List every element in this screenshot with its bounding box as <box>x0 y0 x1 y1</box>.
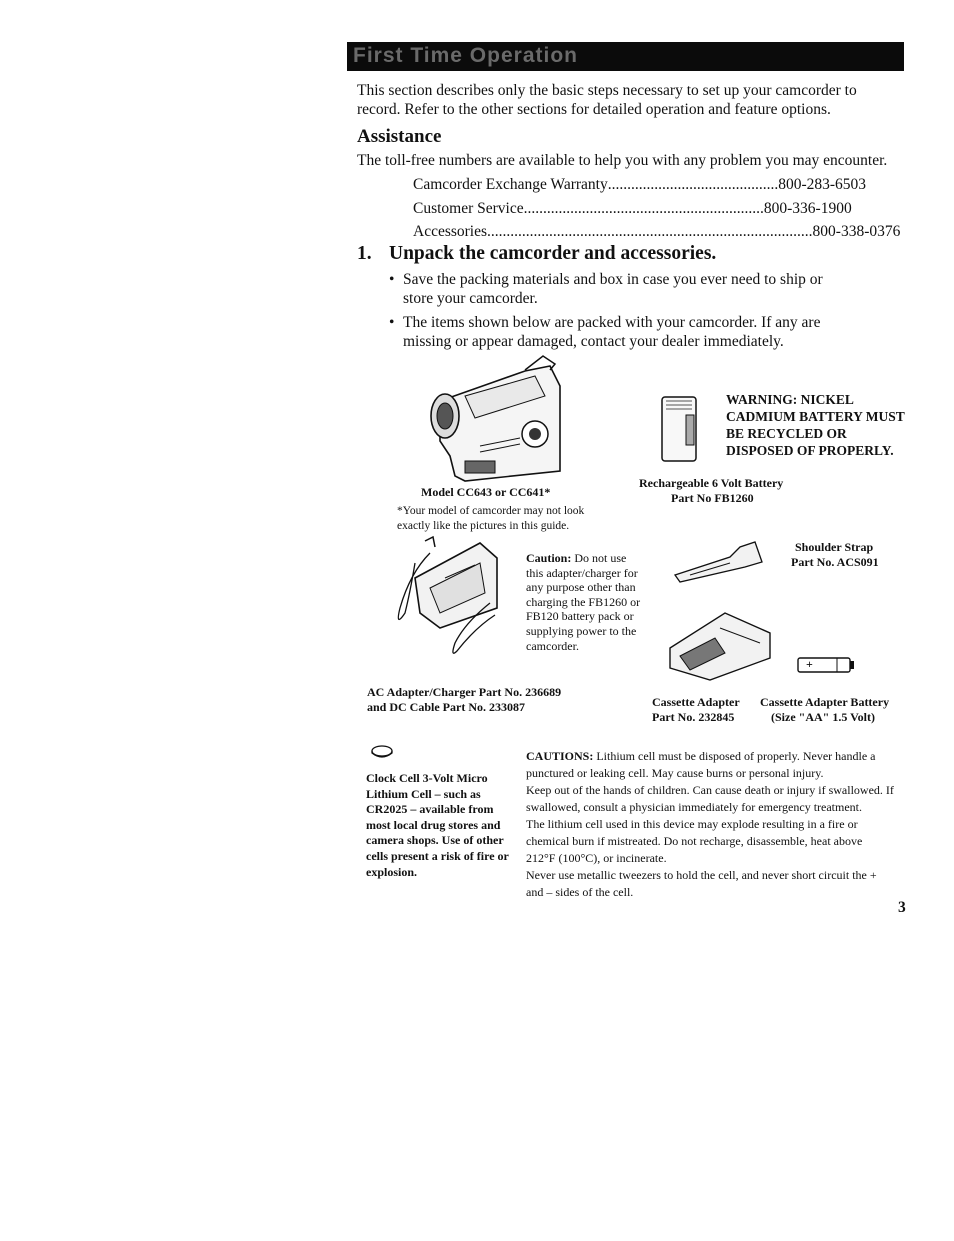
camcorder-note: *Your model of camcorder may not look exactly like the pictures in this guide. <box>397 505 585 532</box>
camcorder-caption: Model CC643 or CC641* <box>421 485 551 499</box>
step-number: 1. <box>357 243 372 264</box>
caution-line: CAUTIONS: Lithium cell must be disposed of properly. Never handle a punctured or leaking cell. May cause burns or personal injury. <box>526 749 876 780</box>
bullet-item: • The items shown below are packed with your camcorder. If any are missing or appear damaged, contact your dealer immediately. <box>389 314 821 350</box>
battery-caption-line1: Rechargeable 6 Volt Battery <box>639 476 784 490</box>
phone-label: Accessories <box>413 223 488 240</box>
adapter-caption-line2: and DC Cable Part No. 233087 <box>367 700 525 714</box>
shoulder-strap-illustration <box>670 537 765 587</box>
caution-line: Keep out of the hands of children. Can cause death or injury if swallowed. If swallowed, consult a physician immediately for emergency treatment. <box>526 783 894 814</box>
phone-label: Customer Service <box>413 200 524 217</box>
clock-cell-illustration <box>371 745 393 759</box>
cassette-adapter-caption-line1: Cassette Adapter <box>652 695 740 709</box>
caution-line: Never use metallic tweezers to hold the cell, and never short circuit the + and – sides of the cell. <box>526 868 877 899</box>
cassette-battery-caption-line1: Cassette Adapter Battery <box>760 695 890 709</box>
cassette-battery-caption-line2: (Size "AA" 1.5 Volt) <box>771 710 875 724</box>
phone-number: 800-283-6503 <box>778 176 867 193</box>
section-header-bar <box>347 42 904 71</box>
battery-caption-line2: Part No FB1260 <box>671 491 754 505</box>
strap-caption-line2: Part No. ACS091 <box>791 555 879 569</box>
battery-warning: WARNING: NICKEL CADMIUM BATTERY MUST BE RECYCLED OR DISPOSED OF PROPERLY. <box>726 392 905 458</box>
caution-line: The lithium cell used in this device may explode resulting in a fire or chemical burn if mistreated. Do not recharge, disassemble, heat above 212°F (100°C), or incinerate. <box>526 817 863 865</box>
bullet-item: • Save the packing materials and box in case you ever need to ship or store your camcorder. <box>389 271 823 307</box>
step-heading: Unpack the camcorder and accessories. <box>389 243 717 264</box>
phone-row-customer-service: Customer Service .............................................................. 800-336-1900 <box>413 200 852 217</box>
aa-battery-plus-sign: + <box>806 657 813 671</box>
page-number: 3 <box>898 899 906 916</box>
battery-illustration <box>660 395 698 463</box>
lithium-cautions <box>526 748 894 901</box>
section-title: First Time Operation <box>353 44 578 67</box>
ac-adapter-illustration <box>385 533 520 663</box>
strap-caption-line1: Shoulder Strap <box>795 540 874 554</box>
clock-cell-caption: Clock Cell 3-Volt Micro Lithium Cell – such as CR2025 – available from most local drug stores and camera shops. Use of other cells present a risk of fire or explosion. <box>366 771 509 879</box>
assistance-text: The toll-free numbers are available to help you with any problem you may encounter. <box>357 152 888 169</box>
camcorder-illustration <box>425 356 565 484</box>
adapter-caution: Caution: Do not use this adapter/charger for any purpose other than charging the FB1260 or FB120 battery pack or supplying power to the camcorder. <box>526 551 641 653</box>
adapter-caption-line1: AC Adapter/Charger Part No. 236689 <box>367 685 562 699</box>
cassette-adapter-illustration <box>665 608 775 683</box>
phone-label: Camcorder Exchange Warranty <box>413 176 608 193</box>
assistance-heading: Assistance <box>357 126 442 147</box>
intro-paragraph: This section describes only the basic steps necessary to set up your camcorder to record. Refer to the other sections for detailed operation and feature options. <box>357 82 857 118</box>
phone-number: 800-336-1900 <box>763 200 852 217</box>
cassette-adapter-caption-line2: Part No. 232845 <box>652 710 735 724</box>
phone-row-accessories: Accessories .................................................................................... 800-338-0376 <box>413 223 901 240</box>
phone-row-warranty: Camcorder Exchange Warranty ............................................ 800-283-6503 <box>413 176 867 193</box>
phone-number: 800-338-0376 <box>812 223 901 240</box>
